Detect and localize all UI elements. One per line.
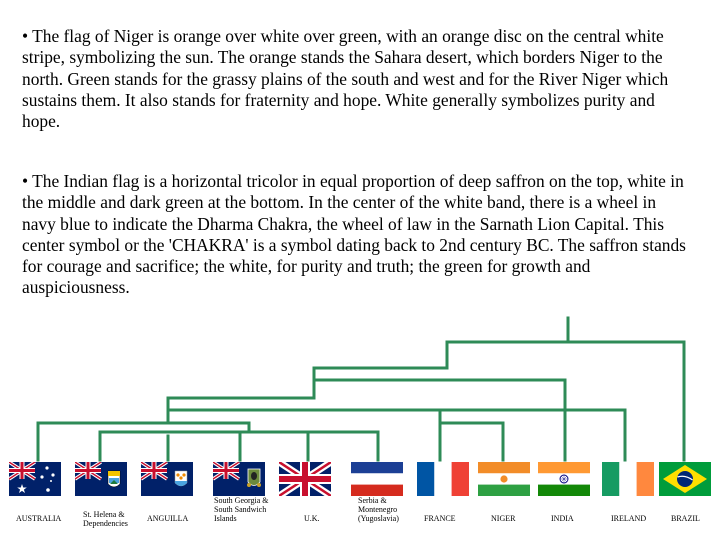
st-helena-flag-icon	[75, 462, 127, 496]
niger-flag-paragraph: • The flag of Niger is orange over white over green, with an orange disc on the central white stripe, symbolizing the sun. The orange stands the Sahara desert, which borders Niger to the north. Green stands for the grassy plains of the south and west and for the River Niger which sustains them. It also stands for fraternity and hope. White generally symbolizes purity and hope.	[22, 26, 669, 132]
tree-branch-e	[249, 432, 378, 460]
niger-flag-icon	[478, 462, 530, 496]
south-georgia-flag-icon	[213, 462, 265, 496]
leaf-label-niger: NIGER	[491, 514, 516, 523]
tree-branch-b	[168, 380, 440, 460]
brazil-flag-icon	[659, 462, 711, 496]
ireland-flag-icon	[602, 462, 654, 496]
serbia-montenegro-flag-icon	[351, 462, 403, 496]
india-flag-icon	[538, 462, 590, 496]
leaf-label-india: INDIA	[551, 514, 574, 523]
leaf-label-brazil: BRAZIL	[671, 514, 700, 523]
leaf-label-uk: U.K.	[304, 514, 320, 523]
uk-flag-icon	[279, 462, 331, 496]
leaf-label-australia: AUSTRALIA	[16, 514, 62, 523]
france-flag-icon	[417, 462, 469, 496]
tree-branch-a	[314, 342, 565, 460]
leaf-label-serbia-montenegro: Serbia & Montenegro (Yugoslavia)	[358, 496, 399, 523]
india-flag-paragraph: • The Indian flag is a horizontal tricolor in equal proportion of deep saffron on the top, white in the middle and dark green at the bottom. In the center of the white band, there is a wheel in navy blue to indicate the Dharma Chakra, the wheel of law in the Sarnath Lion Capital. This center symbol or the 'CHAKRA' is a symbol dating back to 2nd century BC. The saffron stands for courage and sacrifice; the white, for purity and truth; the green for growth and auspiciousness.	[22, 171, 686, 298]
leaf-label-ireland: IRELAND	[611, 514, 647, 523]
leaf-label-france: FRANCE	[424, 514, 456, 523]
tree-branch-c	[38, 410, 168, 460]
leaf-label-st-helena: St. Helena & Dependencies	[83, 510, 128, 528]
australia-flag-icon	[9, 462, 61, 496]
tree-branch-f	[440, 410, 625, 460]
tree-branch-d	[100, 423, 249, 460]
tree-branch-root	[447, 342, 684, 460]
leaf-label-anguilla: ANGUILLA	[147, 514, 189, 523]
leaf-label-south-georgia: South Georgia & South Sandwich Islands	[214, 496, 269, 523]
anguilla-flag-icon	[141, 462, 193, 496]
